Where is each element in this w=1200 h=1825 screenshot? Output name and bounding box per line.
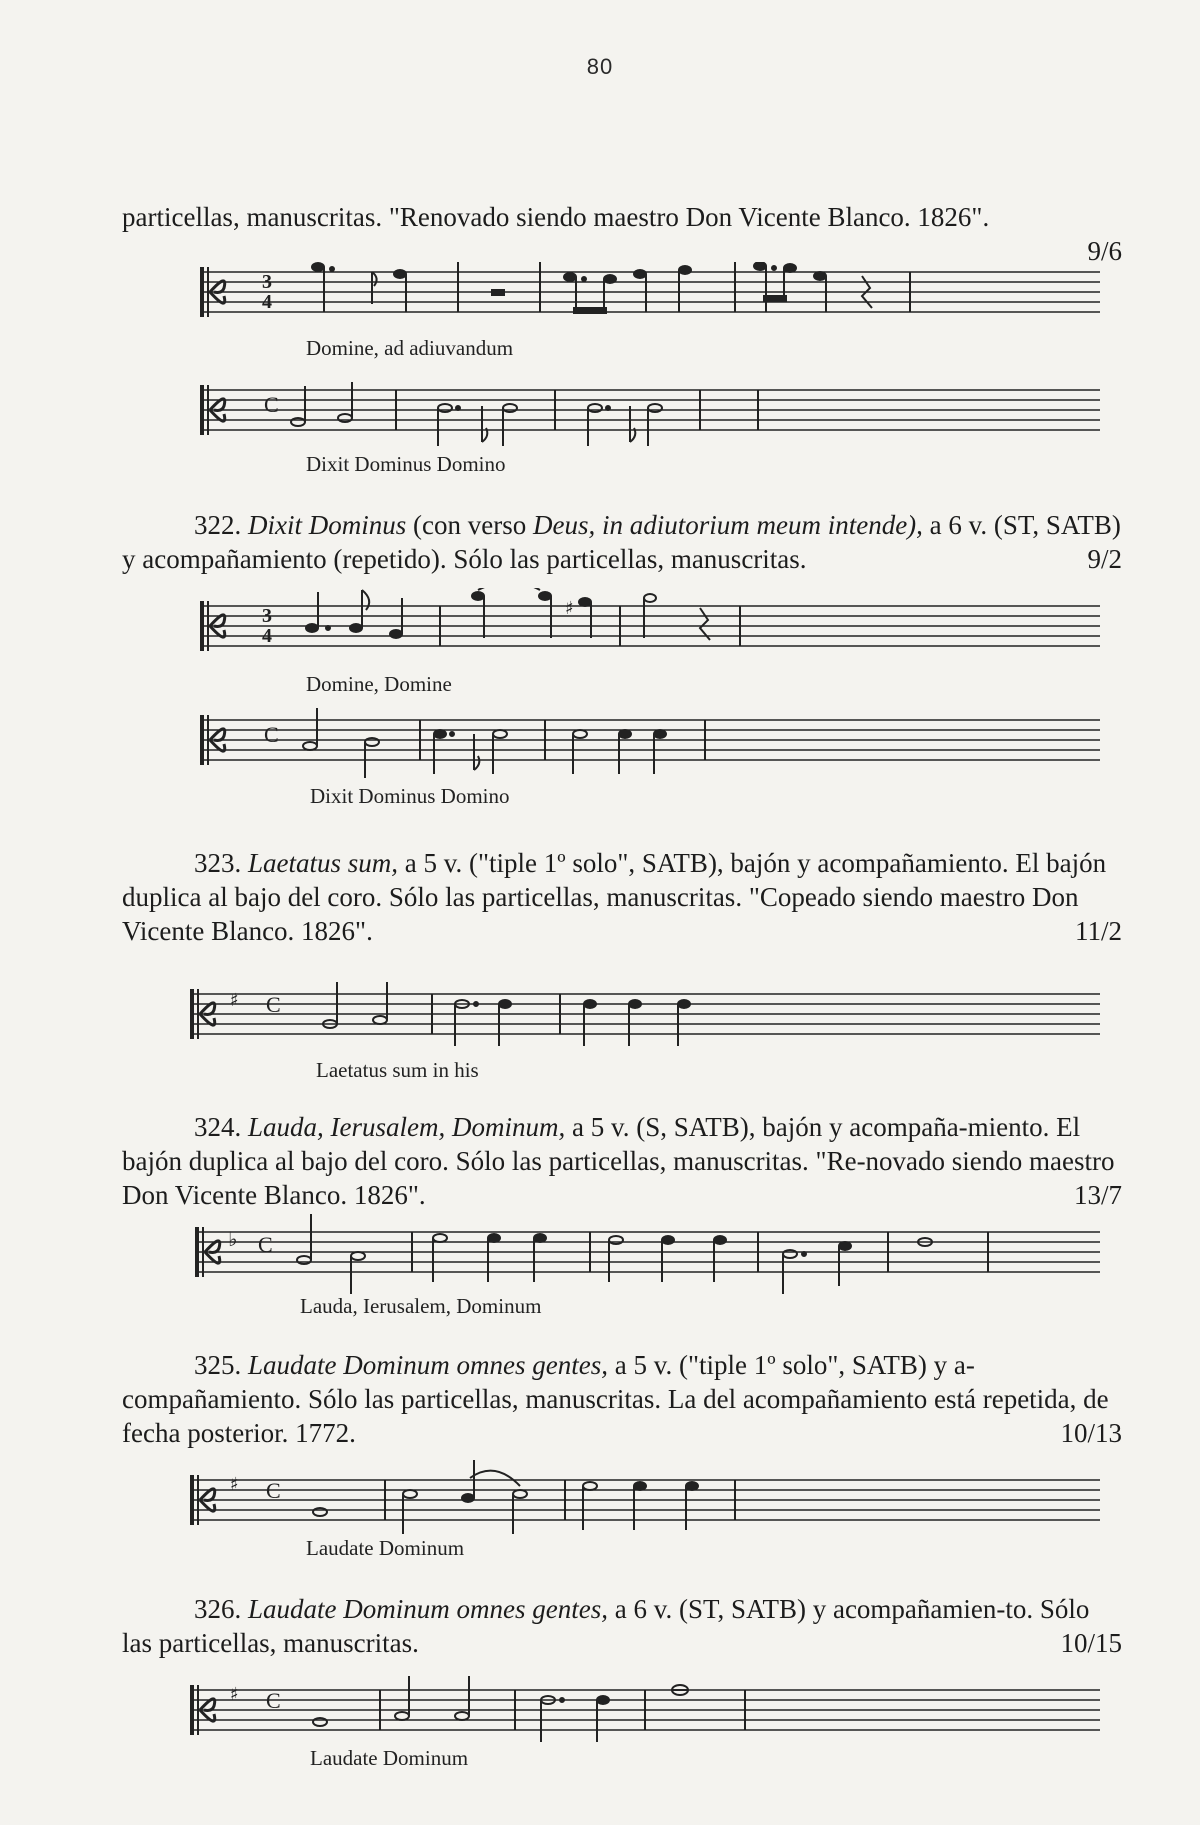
svg-text:C: C bbox=[266, 1478, 281, 1503]
music-incipit-3 bbox=[0, 588, 1200, 688]
music-incipit-1 bbox=[0, 262, 1200, 382]
music-incipit-5 bbox=[0, 976, 1200, 1076]
svg-text:3: 3 bbox=[262, 271, 272, 293]
catalog-entry-324: 324. Lauda, Ierusalem, Dominum, a 5 v. (S, SATB), bajón y acompaña-miento. El bajón duplica al bajo del coro. Sólo las particellas, manuscritas. "Re-novado siendo maestro Don Vicente Blanco. 1826". 13/7 bbox=[122, 1112, 1122, 1210]
staff-lines bbox=[200, 272, 1100, 312]
sharp-icon: ♯ bbox=[230, 990, 239, 1011]
reference-number: 10/13 bbox=[1060, 1418, 1122, 1448]
incipit-caption: Laudate Dominum bbox=[310, 1746, 469, 1770]
catalog-entry-322: 322. Dixit Dominus (con verso Deus, in adiutorium meum intende), a 6 v. (ST, SATB) y acompañamiento (repetido). Sólo las particellas, manuscritas. 9/2 bbox=[122, 510, 1122, 574]
reference-number: 9/6 bbox=[1087, 236, 1122, 266]
flat-icon: ♭ bbox=[228, 1227, 238, 1251]
reference-number: 10/15 bbox=[1060, 1628, 1122, 1658]
incipit-caption: Domine, Domine bbox=[306, 672, 452, 696]
notes bbox=[312, 262, 910, 313]
svg-text:C: C bbox=[258, 1232, 273, 1257]
catalog-entry-326: 326. Laudate Dominum omnes gentes, a 6 v. (ST, SATB) y acompañamien-to. Sólo las particellas, manuscritas. 10/15 bbox=[122, 1594, 1122, 1658]
music-incipit-8 bbox=[0, 1670, 1200, 1770]
incipit-caption: Lauda, Ierusalem, Dominum bbox=[300, 1294, 542, 1318]
common-time-icon: C bbox=[264, 392, 279, 417]
svg-text:C: C bbox=[266, 1688, 281, 1713]
music-incipit-2 bbox=[0, 378, 1200, 468]
svg-text:3: 3 bbox=[262, 605, 272, 627]
paragraph-continuation bbox=[122, 200, 1122, 234]
music-incipit-6 bbox=[0, 1210, 1200, 1310]
svg-text:C: C bbox=[264, 722, 279, 747]
incipit-caption: Laetatus sum in his bbox=[316, 1058, 479, 1082]
svg-text:4: 4 bbox=[262, 625, 272, 647]
music-incipit-7 bbox=[0, 1460, 1200, 1560]
incipit-caption: Dixit Dominus Domino bbox=[310, 784, 510, 808]
svg-text:C: C bbox=[266, 992, 281, 1017]
catalog-entry-325: 325. Laudate Dominum omnes gentes, a 5 v. ("tiple 1º solo", SATB) y a-compañamiento. Sólo las particellas, manuscritas. La del acompañamiento está repetida, de fecha posterior. 1772. 10/13 bbox=[122, 1350, 1122, 1448]
page-number: 80 bbox=[586, 54, 614, 79]
reference-number: 13/7 bbox=[1073, 1180, 1122, 1210]
incipit-caption: Domine, ad adiuvandum bbox=[306, 336, 514, 360]
svg-text:♯: ♯ bbox=[230, 1684, 239, 1705]
reference-number: 11/2 bbox=[1075, 916, 1122, 946]
catalog-entry-323: 323. Laetatus sum, a 5 v. ("tiple 1º solo", SATB), bajón y acompañamiento. El bajón duplica al bajo del coro. Sólo las particellas, manuscritas. "Copeado siendo maestro Don Vicente Blanco. 1826". 11/2 bbox=[122, 848, 1122, 946]
svg-text:4: 4 bbox=[262, 291, 272, 313]
incipit-caption: Dixit Dominus Domino bbox=[306, 452, 506, 476]
reference-number: 9/2 bbox=[1087, 544, 1122, 574]
paragraph-text: particellas, manuscritas. "Renovado siendo maestro Don Vicente Blanco. 1826". bbox=[122, 202, 990, 232]
svg-text:♯: ♯ bbox=[565, 598, 574, 619]
music-incipit-4 bbox=[0, 708, 1200, 798]
incipit-caption: Laudate Dominum bbox=[306, 1536, 465, 1560]
svg-text:♯: ♯ bbox=[230, 1474, 239, 1495]
